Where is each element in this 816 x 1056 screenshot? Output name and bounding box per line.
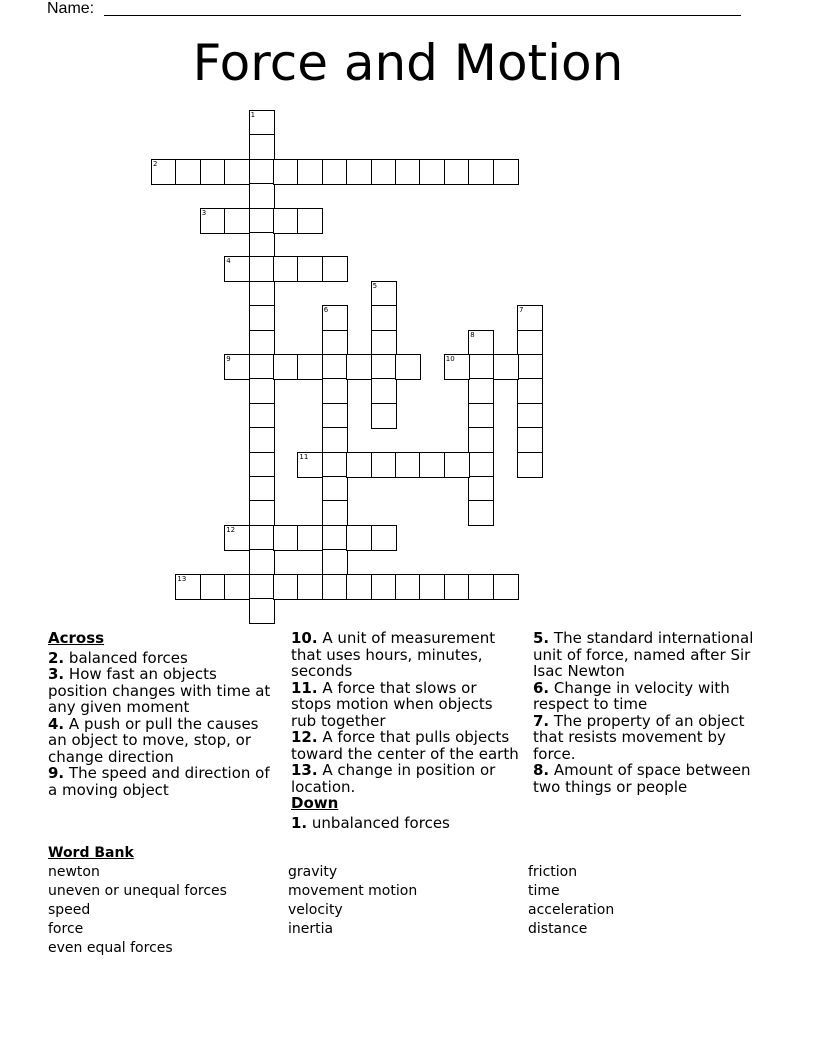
- crossword-cell[interactable]: [468, 452, 494, 478]
- crossword-cell[interactable]: [249, 354, 275, 380]
- crossword-cell[interactable]: [371, 330, 397, 356]
- clue-column-1: [48, 628, 273, 798]
- crossword-cell[interactable]: [346, 354, 372, 380]
- crossword-cell[interactable]: [517, 330, 543, 356]
- crossword-cell[interactable]: [297, 159, 323, 185]
- crossword-cell[interactable]: [371, 305, 397, 331]
- crossword-cell[interactable]: [273, 256, 299, 282]
- crossword-cell[interactable]: [224, 574, 250, 600]
- crossword-cell[interactable]: [371, 159, 397, 185]
- crossword-cell[interactable]: [224, 354, 250, 380]
- word-bank-item: uneven or unequal forces: [48, 883, 227, 899]
- crossword-cell[interactable]: [249, 403, 275, 429]
- crossword-cell[interactable]: [395, 452, 421, 478]
- crossword-cell[interactable]: [297, 574, 323, 600]
- crossword-cell[interactable]: [249, 378, 275, 404]
- crossword-cell[interactable]: [322, 159, 348, 185]
- crossword-cell[interactable]: [444, 452, 470, 478]
- crossword-cell[interactable]: [249, 256, 275, 282]
- word-bank-heading: Word Bank: [48, 845, 134, 861]
- clue-item: 12. A force that pulls objects toward the center of the earth: [291, 728, 519, 763]
- clue-number: 8: [470, 330, 475, 339]
- crossword-cell[interactable]: [395, 354, 421, 380]
- crossword-cell[interactable]: [468, 427, 494, 453]
- crossword-cell[interactable]: [346, 452, 372, 478]
- crossword-cell[interactable]: [346, 525, 372, 551]
- crossword-cell[interactable]: [297, 452, 323, 478]
- clue-item: 5. The standard international unit of force, named after Sir Isac Newton: [533, 629, 754, 680]
- crossword-cell[interactable]: [273, 159, 299, 185]
- crossword-cell[interactable]: [249, 427, 275, 453]
- crossword-cell[interactable]: [249, 500, 275, 526]
- crossword-cell[interactable]: [249, 159, 275, 185]
- crossword-cell[interactable]: [371, 354, 397, 380]
- crossword-cell[interactable]: [297, 208, 323, 234]
- crossword-cell[interactable]: [322, 330, 348, 356]
- crossword-cell[interactable]: [371, 525, 397, 551]
- crossword-cell[interactable]: [322, 256, 348, 282]
- clue-item: 1. unbalanced forces: [291, 813, 450, 832]
- word-bank-item: gravity: [288, 864, 338, 880]
- clue-number: 2: [153, 159, 158, 168]
- crossword-cell[interactable]: [249, 232, 275, 258]
- crossword-cell[interactable]: [517, 305, 543, 331]
- clue-number: 5: [372, 281, 378, 290]
- word-bank-item: force: [48, 921, 84, 937]
- crossword-cell[interactable]: [517, 452, 543, 478]
- crossword-cell[interactable]: [273, 574, 299, 600]
- crossword-cell[interactable]: [371, 281, 397, 307]
- crossword-cell[interactable]: [468, 574, 494, 600]
- crossword-cell[interactable]: [297, 256, 323, 282]
- crossword-cell[interactable]: [273, 525, 299, 551]
- word-bank-item: even equal forces: [48, 940, 173, 956]
- word-bank-item: acceleration: [528, 902, 615, 918]
- clue-number: 7: [519, 306, 524, 315]
- clue-number: 9: [226, 355, 231, 363]
- crossword-cell[interactable]: [224, 159, 250, 185]
- word-bank-item: friction: [528, 864, 578, 880]
- crossword-cell[interactable]: [322, 549, 348, 575]
- crossword-cell[interactable]: [249, 452, 275, 478]
- crossword-cell[interactable]: [200, 574, 226, 600]
- name-label: Name:: [47, 0, 95, 17]
- clue-item: 10. A unit of measurement that uses hours, minutes, seconds: [291, 629, 496, 680]
- crossword-cell[interactable]: [322, 378, 348, 404]
- crossword-cell[interactable]: [224, 256, 250, 282]
- crossword-cell[interactable]: [249, 574, 275, 600]
- crossword-cell[interactable]: [200, 208, 226, 234]
- crossword-cell[interactable]: [493, 574, 519, 600]
- crossword-cell[interactable]: [371, 378, 397, 404]
- crossword-cell[interactable]: [395, 574, 421, 600]
- word-bank-item: time: [528, 883, 560, 899]
- crossword-cell[interactable]: [297, 354, 323, 380]
- crossword-cell[interactable]: [249, 110, 275, 136]
- crossword-cell[interactable]: [322, 427, 348, 453]
- crossword-cell[interactable]: [249, 134, 275, 160]
- clue-number: 3: [201, 208, 207, 217]
- crossword-cell[interactable]: [419, 159, 445, 185]
- crossword-cell[interactable]: [517, 427, 543, 453]
- crossword-cell[interactable]: [468, 500, 494, 526]
- crossword-cell[interactable]: [517, 403, 543, 429]
- word-bank-item: speed: [48, 902, 91, 918]
- crossword-cell[interactable]: [371, 574, 397, 600]
- crossword-cell[interactable]: [468, 354, 494, 380]
- clue-column-2: [291, 628, 521, 831]
- crossword-cell[interactable]: [249, 208, 275, 234]
- crossword-cell[interactable]: [444, 354, 470, 380]
- crossword-cell[interactable]: [273, 354, 299, 380]
- crossword-cell[interactable]: [419, 574, 445, 600]
- crossword-cell[interactable]: [249, 549, 275, 575]
- clue-item: 7. The property of an object that resists movement by force.: [533, 711, 745, 763]
- clue-item: 6. Change in velocity with respect to time: [533, 678, 730, 713]
- crossword-cell[interactable]: [322, 500, 348, 526]
- crossword-cell[interactable]: [493, 159, 519, 185]
- crossword-cell[interactable]: [322, 354, 348, 380]
- crossword-cell[interactable]: [371, 403, 397, 429]
- clue-item: 4. A push or pull the causes an object to move, stop, or change direction: [48, 714, 259, 766]
- crossword-cell[interactable]: [249, 476, 275, 502]
- crossword-cell[interactable]: [175, 574, 201, 600]
- crossword-cell[interactable]: [249, 598, 275, 624]
- clue-number: 6: [323, 306, 329, 315]
- crossword-cell[interactable]: [468, 403, 494, 429]
- crossword-cell[interactable]: [322, 574, 348, 600]
- crossword-cell[interactable]: [517, 354, 543, 380]
- crossword-cell[interactable]: [322, 403, 348, 429]
- crossword-cell[interactable]: [249, 330, 275, 356]
- crossword-cell[interactable]: [517, 378, 543, 404]
- crossword-cell[interactable]: [249, 525, 275, 551]
- word-bank-item: inertia: [288, 921, 334, 937]
- clue-item: 9. The speed and direction of a moving object: [48, 764, 270, 799]
- crossword-cell[interactable]: [249, 305, 275, 331]
- clue-number: 10: [445, 355, 455, 363]
- clue-item: 3. How fast an objects position changes with time at any given moment: [48, 665, 271, 716]
- crossword-cell[interactable]: [175, 159, 201, 185]
- crossword-cell[interactable]: [468, 476, 494, 502]
- crossword-cell[interactable]: [468, 378, 494, 404]
- crossword-cell[interactable]: [322, 452, 348, 478]
- crossword-cell[interactable]: [249, 281, 275, 307]
- crossword-cell[interactable]: [395, 159, 421, 185]
- crossword-cell[interactable]: [419, 452, 445, 478]
- word-bank-item: movement motion: [288, 883, 418, 899]
- clue-column-3: [533, 628, 773, 795]
- crossword-cell[interactable]: [346, 159, 372, 185]
- crossword-cell[interactable]: [151, 159, 177, 185]
- crossword-cell[interactable]: [297, 525, 323, 551]
- word-bank-item: newton: [48, 864, 100, 880]
- crossword-cell[interactable]: [322, 305, 348, 331]
- clue-number: 13: [177, 574, 187, 583]
- clue-item: 11. A force that slows or stops motion when objects rub together: [291, 678, 493, 730]
- clue-number: 11: [299, 452, 309, 461]
- word-bank-item: velocity: [288, 902, 343, 918]
- crossword-cell[interactable]: [224, 208, 250, 234]
- crossword-cell[interactable]: [273, 208, 299, 234]
- crossword-cell[interactable]: [493, 354, 519, 380]
- word-bank-item: distance: [528, 921, 588, 937]
- across-heading: Across: [48, 629, 105, 647]
- crossword-cell[interactable]: [224, 525, 250, 551]
- crossword-cell[interactable]: [249, 183, 275, 209]
- crossword-cell[interactable]: [200, 159, 226, 185]
- crossword-cell[interactable]: [444, 159, 470, 185]
- clue-number: 1: [250, 111, 256, 119]
- clue-item: 13. A change in position or location.: [291, 761, 496, 796]
- page-title: Force and Motion: [192, 34, 624, 92]
- crossword-cell[interactable]: [371, 452, 397, 478]
- crossword-cell[interactable]: [322, 525, 348, 551]
- clue-number: 4: [226, 257, 231, 266]
- clue-item: 8. Amount of space between two things or people: [533, 761, 751, 796]
- clue-number: 12: [226, 525, 236, 534]
- down-heading: Down: [291, 794, 339, 812]
- crossword-cell[interactable]: [444, 574, 470, 600]
- crossword-cell[interactable]: [468, 330, 494, 356]
- crossword-cell[interactable]: [468, 159, 494, 185]
- crossword-cell[interactable]: [322, 476, 348, 502]
- clue-item: 2. balanced forces: [48, 648, 188, 667]
- crossword-cell[interactable]: [346, 574, 372, 600]
